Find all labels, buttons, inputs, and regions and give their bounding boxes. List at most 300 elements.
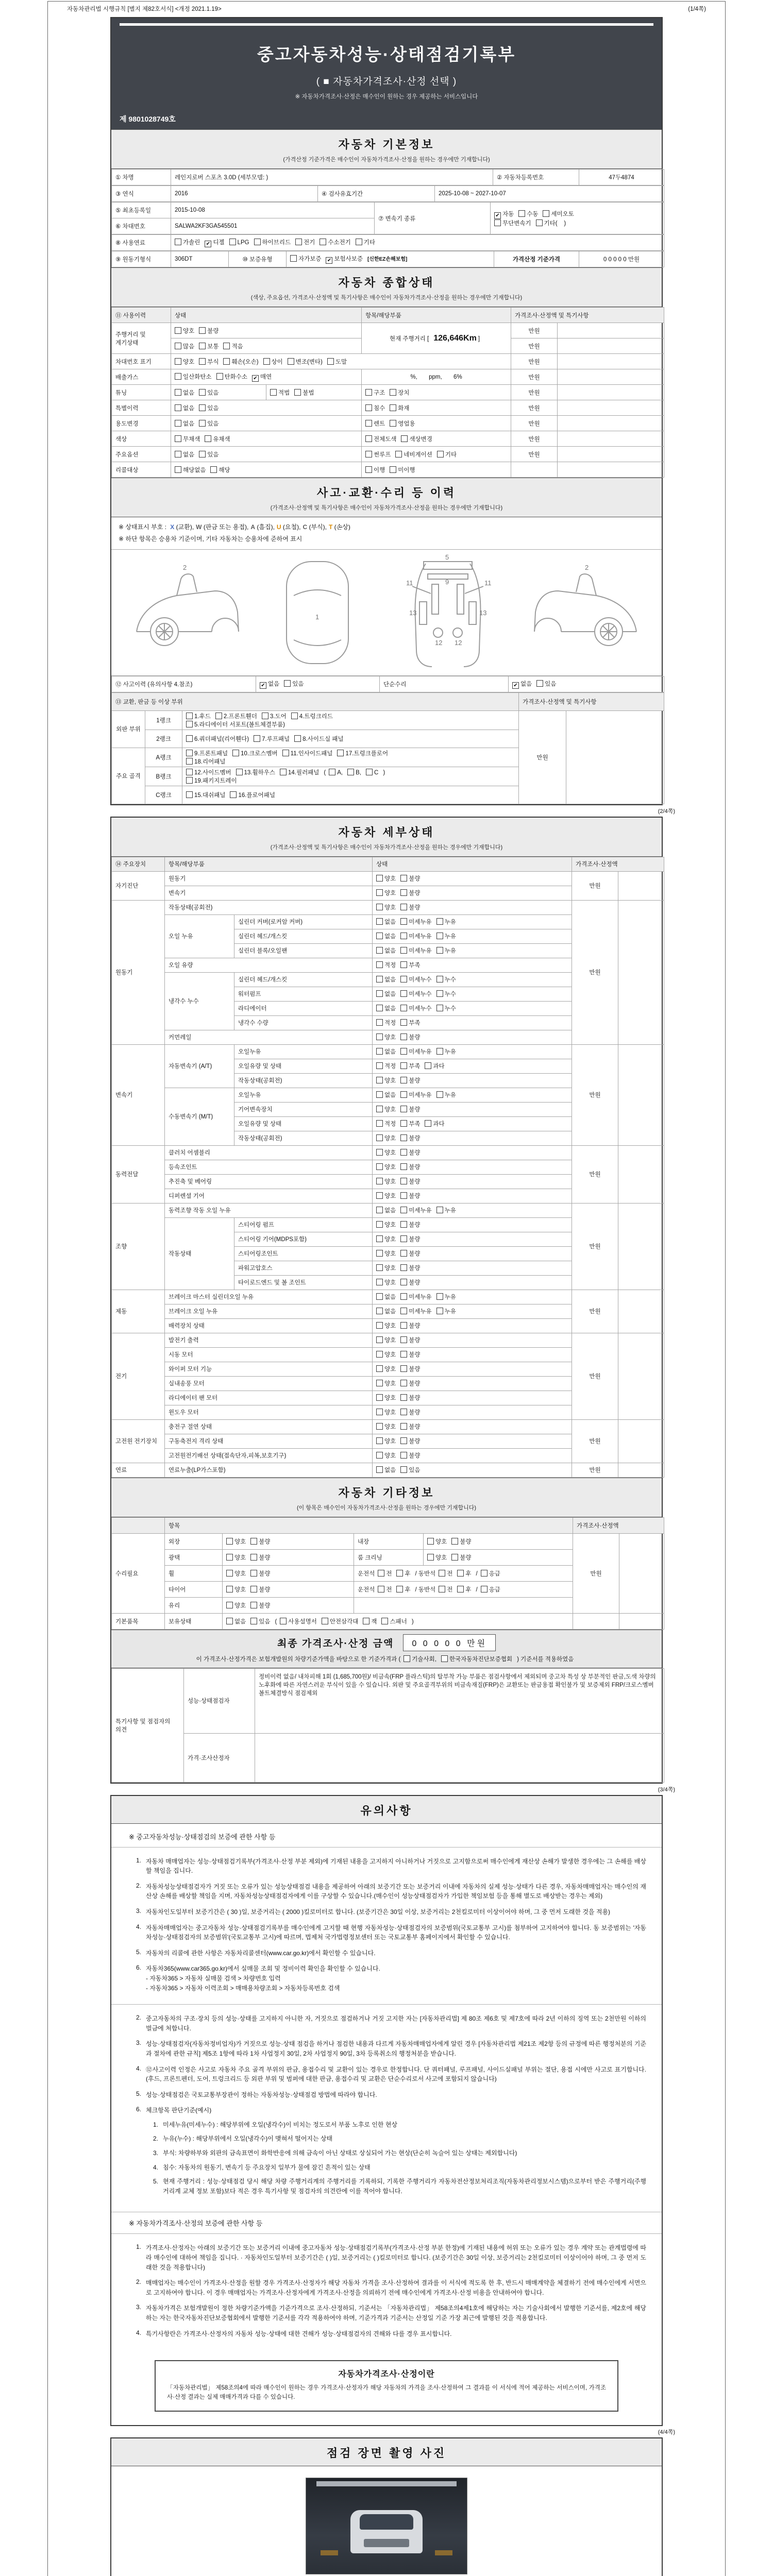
checkbox-없음[interactable]	[376, 1308, 383, 1314]
insurer-name: [신한EZ손해보험]	[367, 257, 408, 262]
checkbox-도말[interactable]	[327, 358, 334, 365]
checkbox-누수[interactable]	[436, 1005, 443, 1011]
checkbox-불량[interactable]	[400, 1380, 407, 1386]
checkbox-있음[interactable]	[284, 680, 291, 687]
checkbox-12.사이드멤버[interactable]	[186, 769, 193, 775]
checkbox-양호[interactable]	[376, 1134, 383, 1141]
checkbox-있음[interactable]	[199, 389, 206, 396]
checkbox-불량[interactable]	[400, 1336, 407, 1343]
checkbox-불량[interactable]	[451, 1554, 458, 1561]
checkbox-양호[interactable]	[376, 1322, 383, 1329]
checkbox-양호[interactable]	[376, 1192, 383, 1199]
text-cell	[558, 323, 664, 338]
checkbox-양호[interactable]	[376, 1336, 383, 1343]
checkbox-양호[interactable]	[376, 1235, 383, 1242]
checkbox-화재[interactable]	[390, 404, 396, 411]
checkbox-있음[interactable]	[400, 1466, 407, 1473]
checkbox-불량[interactable]	[400, 1077, 407, 1083]
checkbox-option	[250, 1585, 270, 1594]
checkbox-양호[interactable]	[376, 1423, 383, 1430]
inspection-photo-front-lift	[306, 2478, 467, 2574]
checkbox-17.트렁크플로어[interactable]	[337, 750, 344, 756]
checkbox-부족[interactable]	[400, 1062, 407, 1069]
checkbox-label: 19.패키지트레이	[194, 777, 237, 784]
checkbox-양호[interactable]	[175, 327, 181, 334]
checkbox-LPG[interactable]	[229, 239, 236, 245]
checkbox-수소전기[interactable]	[320, 239, 326, 245]
checkbox-불법[interactable]	[294, 389, 301, 396]
checkbox-label: 보통	[207, 343, 219, 350]
checkbox-누유[interactable]	[436, 918, 443, 925]
checkbox-label: A,	[337, 769, 343, 776]
options-cell	[182, 730, 519, 748]
options-cell	[373, 1189, 572, 1203]
checkbox-미세누수[interactable]	[400, 1005, 407, 1011]
info-box-title: 자동차가격조사·산정이란	[338, 2370, 435, 2379]
text-cell: 2025-10-08 ~ 2027-10-07	[435, 186, 664, 202]
checkbox-양호[interactable]	[175, 358, 181, 365]
table-row	[112, 186, 664, 202]
checkbox-불량[interactable]	[250, 1538, 257, 1545]
checkbox-6.쿼더패널(리어휀다)[interactable]	[186, 735, 193, 742]
checkbox-자동[interactable]: ✔	[494, 212, 501, 219]
checkbox-양호[interactable]	[376, 1365, 383, 1372]
checkbox-불량[interactable]	[400, 889, 407, 896]
checkbox-option	[376, 889, 396, 897]
checkbox-label: 하이브리드	[262, 240, 291, 246]
checkbox-option	[175, 388, 194, 397]
checkbox-2.프론트휀더[interactable]	[215, 713, 222, 719]
checkbox-무채색[interactable]	[175, 435, 181, 442]
checkbox-16.플로어패널[interactable]	[230, 791, 237, 798]
checkbox-양호[interactable]	[376, 1033, 383, 1040]
checkbox-있음[interactable]	[199, 420, 206, 427]
checkbox-9.프론트패널[interactable]	[186, 750, 193, 756]
checkbox-3.도어[interactable]	[262, 713, 268, 719]
checkbox-디젤[interactable]: ✔	[205, 241, 211, 247]
checkbox-한국자동차진단보증협회[interactable]	[441, 1655, 448, 1662]
checkbox-하이브리드[interactable]	[254, 239, 261, 245]
checkbox-전[interactable]	[378, 1570, 384, 1577]
checkbox-label: 네비게이션	[404, 451, 432, 458]
checkbox-option	[199, 327, 219, 335]
checkbox-미이행[interactable]	[390, 466, 396, 473]
checkbox-양호[interactable]	[226, 1554, 233, 1561]
checkbox-기타[interactable]	[356, 239, 362, 245]
label-cell: ⑩ 보증유형	[229, 251, 287, 267]
checkbox-누유[interactable]	[436, 933, 443, 939]
checkbox-label: 양호	[384, 1107, 396, 1113]
checkbox-누유[interactable]	[436, 1048, 443, 1055]
notice-item-number: 4.	[153, 2163, 158, 2171]
checkbox-후[interactable]	[457, 1586, 464, 1592]
checkbox-없음[interactable]	[376, 918, 383, 925]
checkbox-부식[interactable]	[199, 358, 206, 365]
checkbox-label: 있음	[545, 681, 557, 687]
checkbox-양호[interactable]	[226, 1538, 233, 1545]
checkbox-option	[376, 1076, 396, 1084]
options-cell	[373, 1059, 572, 1073]
checkbox-option	[536, 219, 566, 227]
checkbox-부족[interactable]	[400, 1120, 407, 1127]
checkbox-불량[interactable]	[400, 1409, 407, 1415]
checkbox-적음[interactable]	[223, 343, 230, 349]
checkbox-B,[interactable]	[347, 769, 354, 775]
checkbox-미세누유[interactable]	[400, 1048, 407, 1055]
table-row	[112, 1533, 664, 1549]
checkbox-양호[interactable]	[376, 1452, 383, 1459]
checkbox-option	[400, 1278, 420, 1286]
legend-desc: (판금 또는 용접),	[201, 523, 249, 531]
checkbox-미세누유[interactable]	[400, 1293, 407, 1300]
checkbox-적정[interactable]	[376, 961, 383, 968]
diagram-label: 11	[484, 579, 492, 587]
checkbox-option	[376, 1163, 396, 1171]
checkbox-없음[interactable]	[376, 1207, 383, 1213]
checkbox-없음[interactable]	[175, 420, 181, 427]
checkbox-label: 미세누유	[409, 1049, 432, 1056]
checkbox-장치[interactable]	[390, 389, 396, 396]
options-cell	[373, 1275, 572, 1290]
checkbox-없음[interactable]	[376, 976, 383, 982]
checkbox-label: 양호	[384, 1136, 396, 1142]
checkbox-응급[interactable]	[481, 1570, 488, 1577]
checkbox-label: 장치	[398, 389, 410, 396]
checkbox-불량[interactable]	[250, 1586, 257, 1592]
checkbox-양호[interactable]	[376, 889, 383, 896]
checkbox-불량[interactable]	[400, 1322, 407, 1329]
checkbox-전체도색[interactable]	[365, 435, 372, 442]
checkbox-양호[interactable]	[376, 875, 383, 882]
checkbox-양호[interactable]	[376, 1409, 383, 1415]
label-cell: A랭크	[145, 748, 182, 767]
checkbox-8.사이드실 패널[interactable]	[294, 735, 301, 742]
checkbox-변조(변타)[interactable]	[288, 358, 294, 365]
document-title: 중고자동차성능·상태점검기록부	[257, 45, 516, 64]
checkbox-미세누유[interactable]	[400, 1308, 407, 1314]
checkbox-미세누유[interactable]	[400, 1207, 407, 1213]
checkbox-응급[interactable]	[481, 1586, 488, 1592]
checkbox-13.휠하우스[interactable]	[236, 769, 243, 775]
checkbox-불량[interactable]	[250, 1602, 257, 1608]
checkbox-불량[interactable]	[400, 1235, 407, 1242]
checkbox-5.라디에이터 서포트(볼트체결부품)[interactable]	[186, 721, 193, 727]
checkbox-option	[186, 735, 249, 743]
photo-lift-arm-left	[321, 2550, 338, 2555]
checkbox-불량[interactable]	[400, 1423, 407, 1430]
checkbox-양호[interactable]	[376, 1250, 383, 1257]
checkbox-적법[interactable]	[270, 389, 277, 396]
checkbox-있음[interactable]	[250, 1618, 257, 1624]
checkbox-이행[interactable]	[365, 466, 372, 473]
checkbox-전[interactable]	[439, 1570, 445, 1577]
checkbox-누유[interactable]	[436, 1308, 443, 1314]
checkbox-양호[interactable]	[376, 1178, 383, 1184]
table-row	[112, 447, 664, 462]
checkbox-기타[interactable]	[437, 451, 444, 457]
checkbox-양호[interactable]	[376, 1163, 383, 1170]
options-cell	[373, 972, 572, 987]
checkbox-탄화수소[interactable]	[216, 373, 223, 380]
checkbox-렌트[interactable]	[365, 420, 372, 427]
checkbox-네비게이션[interactable]	[395, 451, 402, 457]
checkbox-없음[interactable]	[226, 1618, 233, 1624]
form-table	[111, 1668, 664, 1783]
checkbox-label: 불량	[259, 1538, 271, 1545]
checkbox-있음[interactable]	[536, 680, 543, 687]
checkbox-미세누유[interactable]	[400, 918, 407, 925]
final-price-amount: 0 0 0 0 0 만원	[403, 1634, 496, 1651]
checkbox-구조[interactable]	[365, 389, 372, 396]
checkbox-수동[interactable]	[518, 210, 525, 217]
checkbox-침수[interactable]	[365, 404, 372, 411]
checkbox-기타( )[interactable]	[536, 219, 543, 226]
checkbox-누유[interactable]	[436, 1207, 443, 1213]
checkbox-option	[199, 419, 219, 428]
checkbox-없음[interactable]	[175, 404, 181, 411]
section-accident-history	[111, 478, 662, 517]
checkbox-부족[interactable]	[400, 1019, 407, 1026]
checkbox-스패너[interactable]	[381, 1618, 388, 1624]
checkbox-option	[439, 1569, 452, 1578]
table-row	[112, 354, 664, 369]
checkbox-불량[interactable]	[400, 1221, 407, 1228]
checkbox-불량[interactable]	[451, 1538, 458, 1545]
checkbox-기술사회,[interactable]	[404, 1655, 410, 1662]
checkbox-색상변경[interactable]	[401, 435, 408, 442]
checkbox-일산화탄소[interactable]	[175, 373, 181, 380]
checkbox-있음[interactable]	[199, 451, 206, 457]
checkbox-option	[400, 918, 431, 926]
checkbox-불량[interactable]	[400, 1365, 407, 1372]
checkbox-양호[interactable]	[376, 904, 383, 910]
checkbox-option	[270, 388, 290, 397]
label-cell: 전기	[112, 1333, 165, 1419]
checkbox-label: 불량	[409, 1179, 421, 1185]
checkbox-불량[interactable]	[400, 1452, 407, 1459]
checkbox-영업용[interactable]	[390, 420, 396, 427]
section-title: 자동차 종합상태	[338, 276, 435, 289]
checkbox-없음[interactable]: ✔	[260, 682, 266, 689]
notice-item-text: 자동차인도일부터 보증기간은 ( 30 )일, 보증거리는 ( 2000 )킬로미터로 합니다. (보증기간은 30일 이상, 보증거리는 2천킬로미터 이상이어야 하며, 그 중 먼저 도래한 것을 적용)	[146, 1908, 611, 1916]
checkbox-가솔린[interactable]	[175, 239, 181, 245]
checkbox-과다[interactable]	[425, 1120, 431, 1127]
checkbox-불량[interactable]	[400, 1264, 407, 1271]
checkbox-썬루프[interactable]	[365, 451, 372, 457]
checkbox-C[interactable]	[366, 769, 373, 775]
checkbox-양호[interactable]	[376, 1106, 383, 1112]
checkbox-양호[interactable]	[427, 1554, 434, 1561]
checkbox-과다[interactable]	[425, 1062, 431, 1069]
checkbox-양호[interactable]	[376, 1279, 383, 1285]
checkbox-세미오토[interactable]	[543, 210, 549, 217]
checkbox-없음[interactable]	[376, 1293, 383, 1300]
text-cell	[619, 1533, 664, 1613]
checkbox-미세누유[interactable]	[400, 933, 407, 939]
checkbox-불량[interactable]	[199, 327, 206, 334]
checkbox-없음[interactable]	[376, 990, 383, 997]
checkbox-없음[interactable]	[376, 947, 383, 954]
legend-desc: (부식),	[307, 523, 327, 531]
checkbox-불량[interactable]	[400, 1163, 407, 1170]
checkbox-누유[interactable]	[436, 1293, 443, 1300]
checkbox-전[interactable]	[439, 1586, 445, 1592]
checkbox-14.필러패널[interactable]	[280, 769, 287, 775]
form-table	[111, 307, 664, 478]
text-cell: 만원	[511, 431, 558, 447]
checkbox-불량[interactable]	[400, 1033, 407, 1040]
checkbox-양호[interactable]	[226, 1570, 233, 1577]
checkbox-적정[interactable]	[376, 1062, 383, 1069]
text-cell: SALWA2KF3GA545501	[171, 218, 375, 234]
checkbox-없음[interactable]	[376, 1091, 383, 1098]
notice-item	[129, 2090, 646, 2100]
text-cell	[558, 431, 664, 447]
notice-body	[111, 1824, 662, 2425]
checkbox-양호[interactable]	[376, 1264, 383, 1271]
checkbox-자가보증[interactable]	[290, 255, 297, 262]
checkbox-불량[interactable]	[250, 1570, 257, 1577]
checkbox-18.리어패널[interactable]	[186, 758, 193, 765]
checkbox-매연[interactable]: ✔	[252, 375, 259, 382]
table-row	[112, 385, 664, 400]
checkbox-있음[interactable]	[199, 404, 206, 411]
checkbox-불량[interactable]	[400, 1178, 407, 1184]
checkbox-양호[interactable]	[226, 1602, 233, 1608]
checkbox-보험사보증[interactable]: ✔	[326, 257, 332, 264]
checkbox-label: 영업용	[398, 420, 415, 427]
checkbox-option	[376, 961, 396, 969]
checkbox-양호[interactable]	[376, 1437, 383, 1444]
checkbox-불량[interactable]	[400, 1394, 407, 1401]
checkbox-양호[interactable]	[376, 1077, 383, 1083]
checkbox-누수[interactable]	[436, 976, 443, 982]
checkbox-미세누유[interactable]	[400, 1091, 407, 1098]
checkbox-option	[376, 1091, 396, 1099]
checkbox-label: 없음	[384, 1309, 396, 1315]
photo-list	[111, 2466, 662, 2576]
section-subtitle: (가격조사·산정액 및 특기사항은 매수인이 자동차가격조사·산정을 원하는 경우에만 기재합니다)	[270, 505, 503, 511]
checkbox-양호[interactable]	[376, 1380, 383, 1386]
checkbox-label: 후	[465, 1570, 472, 1577]
notice-item-text: 미세누유(미세누수) : 해당부위에 오일(냉각수)이 비치는 정도로서 부품 노후로 인한 현상	[163, 2121, 398, 2128]
checkbox-무단변속기[interactable]	[494, 219, 501, 226]
checkbox-유채색[interactable]	[205, 435, 211, 442]
checkbox-양호[interactable]	[376, 1149, 383, 1156]
checkbox-불량[interactable]	[400, 1437, 407, 1444]
inspector-opinion-table	[111, 1668, 662, 1783]
checkbox-불량[interactable]	[400, 1351, 407, 1358]
text-cell: 연료누출(LP가스포함)	[165, 1463, 373, 1477]
checkbox-label: 적법	[278, 389, 290, 396]
checkbox-누유[interactable]	[436, 947, 443, 954]
checkbox-불량[interactable]	[400, 875, 407, 882]
checkbox-많음[interactable]	[175, 343, 181, 349]
checkbox-option	[400, 1134, 420, 1142]
checkbox-불량[interactable]	[400, 1250, 407, 1257]
checkbox-불량[interactable]	[400, 1149, 407, 1156]
notice-item-text: 침수: 자동차의 원동기, 변속기 등 주요장치 일부가 물에 잠긴 흔적이 있는 상태	[163, 2163, 371, 2171]
checkbox-상이[interactable]	[263, 358, 270, 365]
checkbox-4.트렁크리드[interactable]	[291, 713, 298, 719]
checkbox-후[interactable]	[457, 1570, 464, 1577]
checkbox-잭[interactable]	[363, 1618, 369, 1624]
checkbox-후[interactable]	[396, 1570, 403, 1577]
checkbox-7.루프패널[interactable]	[254, 735, 260, 742]
price-appraisal-info-box	[155, 2360, 618, 2412]
checkbox-없음[interactable]	[175, 451, 181, 457]
checkbox-양호[interactable]	[226, 1586, 233, 1592]
checkbox-1.후드[interactable]	[186, 713, 193, 719]
checkbox-적정[interactable]	[376, 1120, 383, 1127]
checkbox-없음[interactable]	[175, 389, 181, 396]
text-cell: 실린더 커버(로커암 커버)	[234, 914, 373, 929]
checkbox-label: 전체도색	[374, 436, 397, 443]
checkbox-전[interactable]	[378, 1586, 384, 1592]
checkbox-누유[interactable]	[436, 1091, 443, 1098]
checkbox-불량[interactable]	[250, 1554, 257, 1561]
checkbox-양호[interactable]	[376, 1351, 383, 1358]
checkbox-19.패키지트레이[interactable]	[186, 777, 193, 784]
checkbox-후[interactable]	[396, 1586, 403, 1592]
checkbox-불량[interactable]	[400, 1192, 407, 1199]
checkbox-10.크로스멤버[interactable]	[232, 750, 239, 756]
checkbox-불량[interactable]	[400, 904, 407, 910]
text-cell: 2015-10-08	[171, 202, 375, 218]
checkbox-해당[interactable]	[210, 466, 217, 473]
checkbox-안전삼각대[interactable]	[322, 1618, 328, 1624]
checkbox-양호[interactable]	[376, 1221, 383, 1228]
checkbox-없음[interactable]: ✔	[512, 682, 519, 689]
checkbox-누수[interactable]	[436, 990, 443, 997]
checkbox-label: 해당	[219, 467, 230, 473]
checkbox-option	[365, 435, 396, 443]
notice-item-text: 부식: 차량하부와 외판의 금속표면이 화학반응에 의해 금속이 아닌 상태로 상실되어 가는 현상(단순히 녹슬어 있는 상태는 제외합니다)	[163, 2149, 517, 2157]
checkbox-없음[interactable]	[376, 1048, 383, 1055]
checkbox-11.인사이드패널[interactable]	[282, 750, 289, 756]
legend-code: A	[250, 523, 256, 531]
checkbox-미세누수[interactable]	[400, 976, 407, 982]
checkbox-label: 양호	[234, 1538, 246, 1545]
checkbox-사용설명서[interactable]	[280, 1618, 287, 1624]
checkbox-option	[400, 975, 431, 984]
checkbox-불량[interactable]	[400, 1279, 407, 1285]
checkbox-양호[interactable]	[427, 1538, 434, 1545]
checkbox-훼손(오손)[interactable]	[223, 358, 230, 365]
checkbox-미세누수[interactable]	[400, 990, 407, 997]
checkbox-양호[interactable]	[376, 1394, 383, 1401]
checkbox-적정[interactable]	[376, 1019, 383, 1026]
checkbox-label: 불량	[409, 1136, 421, 1142]
section-basic-info	[111, 129, 662, 169]
checkbox-없음[interactable]	[376, 933, 383, 939]
checkbox-해당없음[interactable]	[175, 466, 181, 473]
checkbox-15.대쉬패널[interactable]	[186, 791, 193, 798]
checkbox-label: 유채색	[213, 436, 230, 443]
text-cell: 2016	[171, 186, 318, 202]
checkbox-부족[interactable]	[400, 961, 407, 968]
checkbox-없음[interactable]	[376, 1005, 383, 1011]
checkbox-보통[interactable]	[199, 343, 206, 349]
checkbox-불량[interactable]	[400, 1106, 407, 1112]
text-cell: 실내송풍 모터	[165, 1376, 373, 1391]
notice-item-number: 2.	[136, 2278, 141, 2286]
checkbox-없음[interactable]	[376, 1466, 383, 1473]
checkbox-미세누유[interactable]	[400, 947, 407, 954]
checkbox-A,[interactable]	[329, 769, 335, 775]
checkbox-전기[interactable]	[295, 239, 302, 245]
checkbox-불량[interactable]	[400, 1134, 407, 1141]
